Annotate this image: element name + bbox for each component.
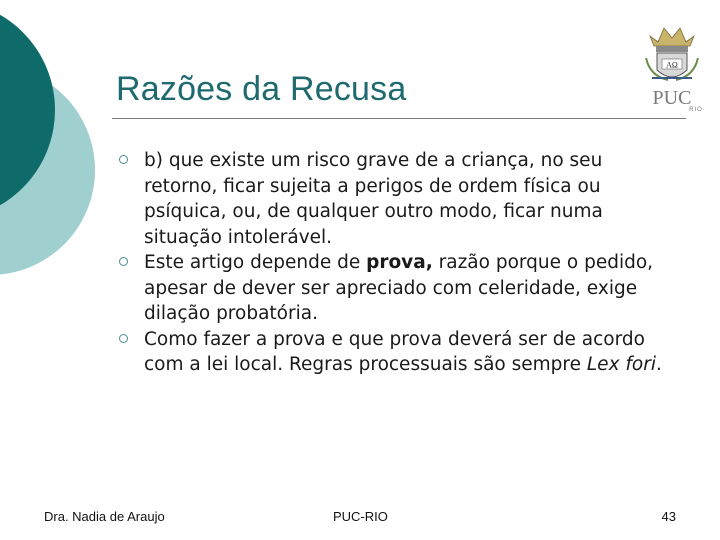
logo-subtext: RIO bbox=[689, 107, 703, 112]
bullet-item bbox=[116, 148, 676, 250]
bullet-item bbox=[116, 327, 676, 378]
footer-author: Dra. Nadia de Araujo bbox=[44, 509, 165, 524]
bullet-text: b) que existe um risco grave de a criança, no seu retorno, ficar sujeita a perigos de ordem física ou psíquica, ou, de qualquer outro modo, ficar numa situação intolerável. bbox=[144, 150, 603, 248]
footer-institution: PUC-RIO bbox=[333, 509, 388, 524]
title-divider bbox=[112, 118, 686, 119]
puc-rio-logo bbox=[638, 18, 706, 112]
bullet-circle-icon bbox=[119, 257, 128, 266]
bullet-text-before: Como fazer a prova e que prova deverá ser de acordo com a lei local. Regras processuais são sempre bbox=[144, 328, 645, 375]
svg-text:AΩ: AΩ bbox=[666, 60, 678, 70]
slide-title: Razões da Recusa bbox=[116, 70, 407, 108]
bullet-circle-icon bbox=[119, 334, 128, 343]
logo-text: PUC bbox=[652, 87, 692, 109]
bullet-list bbox=[116, 148, 676, 378]
bullet-item bbox=[116, 250, 676, 327]
bullet-text-before: Este artigo depende de bbox=[144, 252, 367, 273]
decorative-circles bbox=[0, 0, 120, 300]
bullet-text-bold: prova, bbox=[366, 252, 433, 273]
puc-rio-crest-icon bbox=[646, 28, 698, 80]
bullet-text-italic: Lex fori bbox=[586, 354, 656, 375]
bullet-text-after: razão porque o pedido, apesar de dever ser apreciado com celeridade, exige dilação probatória. bbox=[144, 252, 654, 324]
bullet-circle-icon bbox=[119, 155, 128, 164]
page-number: 43 bbox=[661, 509, 676, 524]
bullet-text-after: . bbox=[655, 354, 662, 375]
